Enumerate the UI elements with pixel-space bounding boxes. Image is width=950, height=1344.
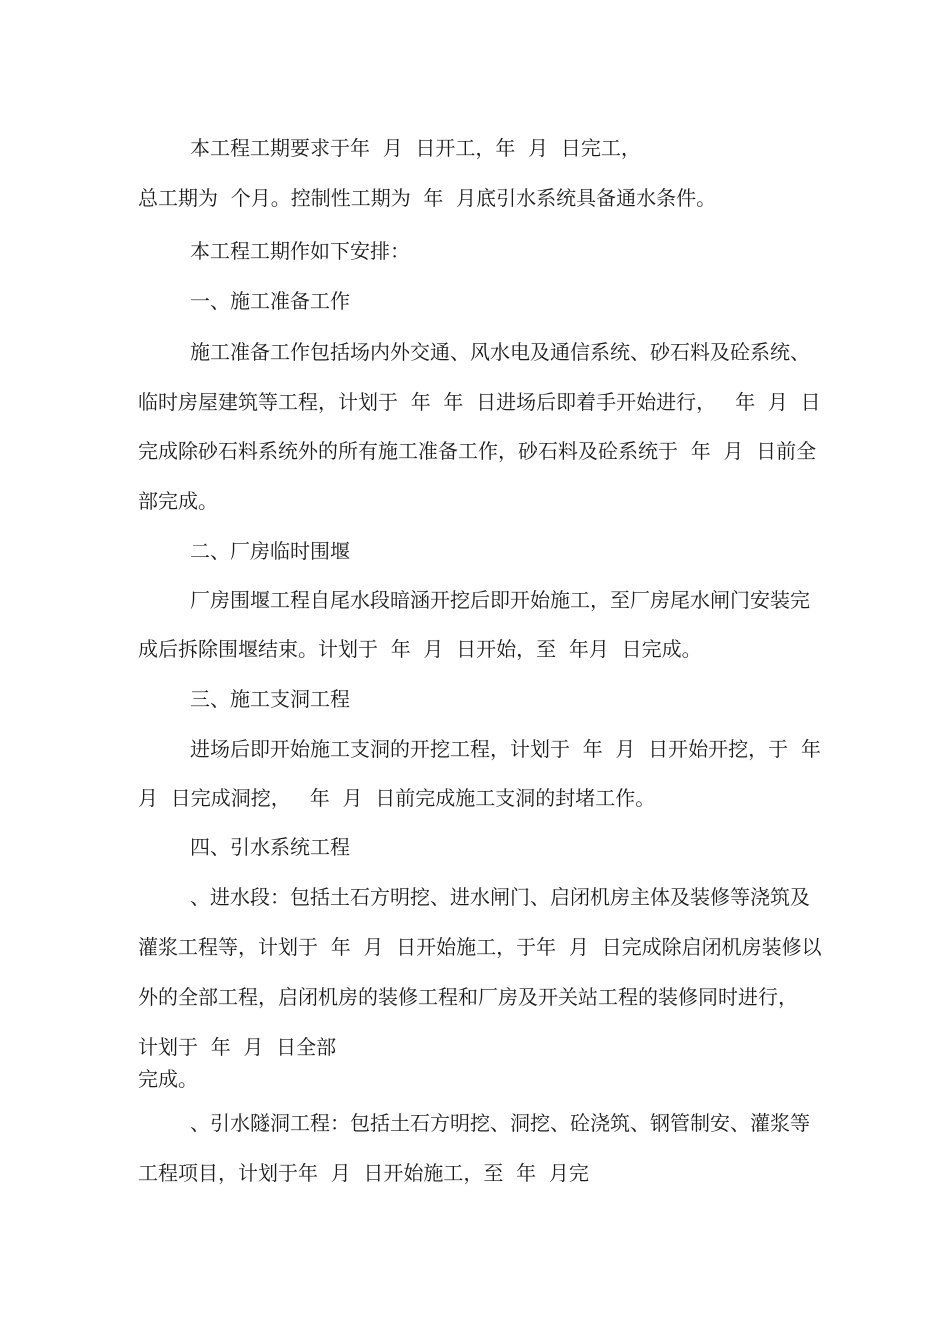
paragraph-intake-line-1: 、进水段：包括土石方明挖、进水闸门、启闭机房主体及装修等浇筑及 [190, 885, 810, 909]
paragraph-preparation-line-1: 施工准备工作包括场内外交通、风水电及通信系统、砂石料及砼系统、 [190, 340, 810, 364]
section-heading-diversion: 四、引水系统工程 [190, 835, 350, 859]
paragraph-tunnel-line-2: 工程项目，计划于年 月 日开始施工，至 年 月完 [138, 1161, 589, 1185]
paragraph-preparation-line-2: 临时房屋建筑等工程，计划于 年 年 日进场后即着手开始进行， 年 月 日 [138, 390, 821, 414]
section-heading-preparation: 一、施工准备工作 [190, 289, 350, 313]
paragraph-intake-line-5: 完成。 [138, 1067, 198, 1091]
section-heading-cofferdam: 二、厂房临时围堰 [190, 539, 350, 563]
paragraph-intake-line-3: 外的全部工程，启闭机房的装修工程和厂房及开关站工程的装修同时进行， [138, 985, 798, 1009]
paragraph-intake-line-4: 计划于 年 月 日全部 [138, 1035, 337, 1059]
paragraph-arrangement-intro: 本工程工期作如下安排： [190, 239, 410, 263]
paragraph-preparation-line-4: 部完成。 [138, 489, 218, 513]
paragraph-adit-line-2: 月 日完成洞挖， 年 月 日前完成施工支洞的封堵工作。 [138, 786, 656, 810]
paragraph-cofferdam-line-2: 成后拆除围堰结束。计划于 年 月 日开始，至 年月 日完成。 [138, 637, 702, 661]
paragraph-tunnel-line-1: 、引水隧洞工程：包括土石方明挖、洞挖、砼浇筑、钢管制安、灌浆等 [190, 1111, 810, 1135]
paragraph-preparation-line-3: 完成除砂石料系统外的所有施工准备工作，砂石料及砼系统于 年 月 日前全 [138, 439, 817, 463]
paragraph-total-duration: 总工期为 个月。控制性工期为 年 月底引水系统具备通水条件。 [138, 186, 717, 210]
paragraph-schedule-requirement: 本工程工期要求于年 月 日开工，年 月 日完工， [190, 136, 641, 160]
section-heading-adit: 三、施工支洞工程 [190, 687, 350, 711]
paragraph-intake-line-2: 灌浆工程等，计划于 年 月 日开始施工，于年 月 日完成除启闭机房装修以 [138, 935, 822, 959]
paragraph-adit-line-1: 进场后即开始施工支洞的开挖工程，计划于 年 月 日开始开挖，于 年 [190, 737, 821, 761]
paragraph-cofferdam-line-1: 厂房围堰工程自尾水段暗涵开挖后即开始施工，至厂房尾水闸门安装完 [190, 588, 810, 612]
